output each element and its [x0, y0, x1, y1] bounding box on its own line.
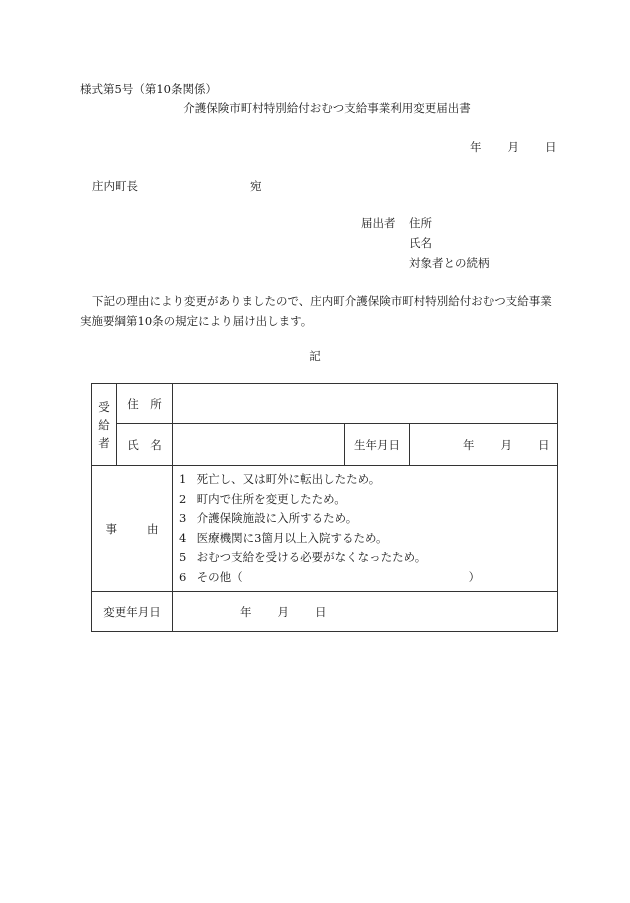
- applicant-address-label: 住所: [409, 216, 432, 230]
- address-field[interactable]: [173, 384, 558, 424]
- name-field[interactable]: [173, 424, 345, 466]
- addressee-name: 庄内町長: [92, 179, 138, 193]
- applicant-block: [361, 215, 490, 275]
- submission-date: [470, 139, 557, 155]
- date-day: 日: [545, 140, 557, 154]
- recipient-label: 受 給 者: [92, 384, 117, 466]
- reason-item-2[interactable]: 2 町内で住所を変更したため。: [179, 491, 346, 506]
- form-title: 介護保険市町村特別給付おむつ支給事業利用変更届出書: [183, 101, 471, 115]
- reason-item-3[interactable]: 3 介護保険施設に入所するため。: [179, 511, 358, 525]
- reason-item-4[interactable]: 4 医療機関に3箇月以上入院するため。: [179, 530, 388, 545]
- reason-list: [173, 466, 558, 592]
- change-details-table: [91, 383, 558, 632]
- body-text: 下記の理由により変更がありましたので、庄内町介護保険市町村特別給付おむつ支給事業実施要綱第10条の規定により届け出します。: [80, 294, 552, 328]
- date-year: 年: [470, 140, 482, 154]
- address-label: 住 所: [117, 384, 173, 424]
- applicant-name-label: 氏名: [409, 236, 432, 250]
- change-date-label: 変更年月日: [92, 592, 173, 632]
- birth-date-field[interactable]: 年 月 日: [410, 424, 558, 466]
- reason-item-5[interactable]: 5 おむつ支給を受ける必要がなくなったため。: [179, 550, 427, 564]
- addressee-suffix: 宛: [250, 179, 262, 193]
- reason-label: 事 由: [92, 466, 173, 592]
- record-heading: 記: [309, 349, 321, 363]
- name-label: 氏 名: [117, 424, 173, 466]
- form-number: 様式第5号（第10条関係）: [80, 82, 217, 96]
- birth-date-label: 生年月日: [345, 424, 410, 466]
- change-date-field[interactable]: 年 月 日: [173, 592, 558, 632]
- date-month: 月: [507, 140, 519, 154]
- reason-item-6[interactable]: 6 その他（ ）: [179, 569, 481, 584]
- addressee: [92, 178, 262, 194]
- reason-item-1[interactable]: 1 死亡し、又は町外に転出したため。: [179, 472, 381, 486]
- applicant-relation-label: 対象者との続柄: [409, 256, 490, 270]
- applicant-label: 届出者: [361, 216, 396, 230]
